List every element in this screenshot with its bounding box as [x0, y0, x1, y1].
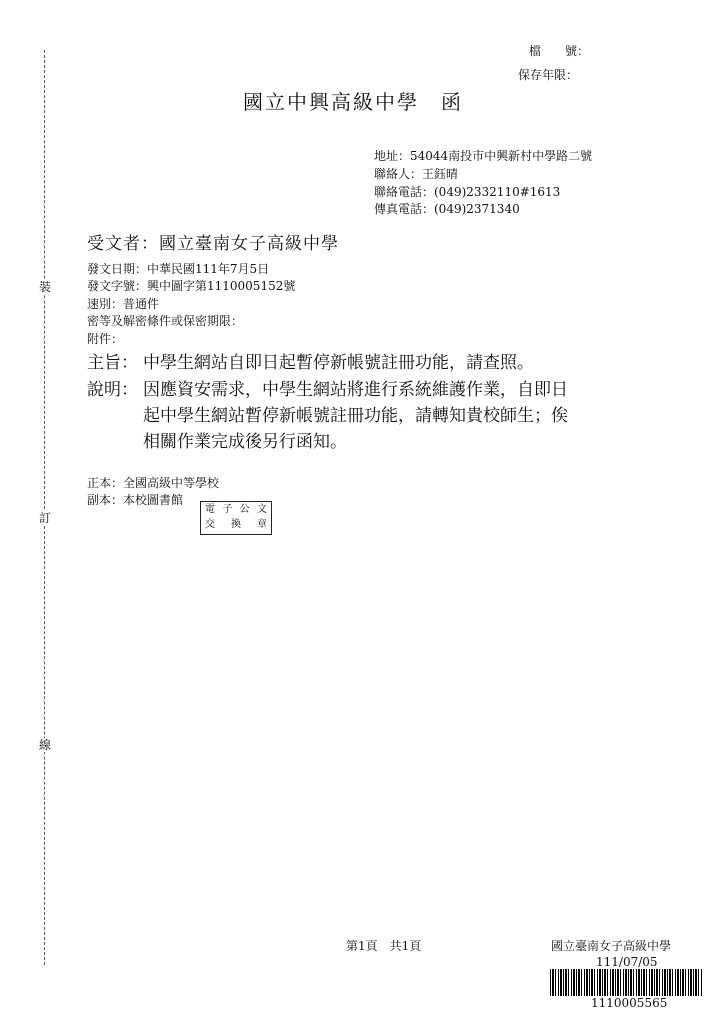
distribution-copy: 副本：本校圖書館 [87, 493, 184, 507]
file-number-label: 檔 號： [529, 44, 590, 58]
issue-date: 發文日期：中華民國111年7月5日 [87, 262, 270, 276]
received-date: 111/07/05 [596, 955, 658, 969]
subject-text: 中學生網站自即日起暫停新帳號註冊功能，請查照。 [143, 353, 534, 373]
contact-address: 地址：54044南投市中興新村中學路二號 [374, 149, 593, 163]
receiving-organization: 國立臺南女子高級中學 [551, 939, 672, 953]
attachment: 附件： [87, 332, 124, 346]
explanation-line-2: 起中學生網站暫停新帳號註冊功能，請轉知貴校師生；俟 [143, 406, 568, 426]
distribution-main: 正本：全國高級中等學校 [87, 476, 220, 490]
binding-mark-ding: 訂 [38, 511, 51, 525]
secrecy-level: 密等及解密條件或保密期限： [87, 314, 244, 328]
subject-label: 主旨： [87, 353, 138, 373]
binding-dashed-line [44, 50, 45, 965]
contact-phone: 聯絡電話：(049)2332110#1613 [374, 185, 561, 199]
electronic-exchange-stamp [200, 501, 272, 535]
retention-period-label: 保存年限： [518, 68, 579, 82]
stamp-line-1: 電子公文 [205, 504, 267, 515]
binding-mark-zhuang: 裝 [38, 280, 51, 294]
contact-fax: 傳真電話：(049)2371340 [374, 202, 520, 216]
receipt-barcode [550, 969, 703, 996]
stamp-line-2: 交換章 [205, 519, 267, 530]
document-number: 發文字號：興中圖字第1110005152號 [87, 279, 296, 293]
receipt-number: 1110005565 [591, 996, 668, 1010]
binding-mark-xian: 線 [38, 738, 51, 752]
explanation-line-1: 因應資安需求，中學生網站將進行系統維護作業，自即日 [143, 380, 568, 400]
delivery-speed: 速別：普通件 [87, 297, 160, 311]
recipient: 受文者：國立臺南女子高級中學 [87, 234, 339, 254]
explanation-label: 說明： [87, 380, 138, 400]
page-indicator: 第1頁 共1頁 [346, 939, 422, 953]
document-title: 國立中興高級中學 函 [243, 90, 463, 114]
explanation-line-3: 相關作業完成後另行函知。 [143, 432, 347, 452]
contact-person: 聯絡人：王鈺晴 [374, 167, 459, 181]
